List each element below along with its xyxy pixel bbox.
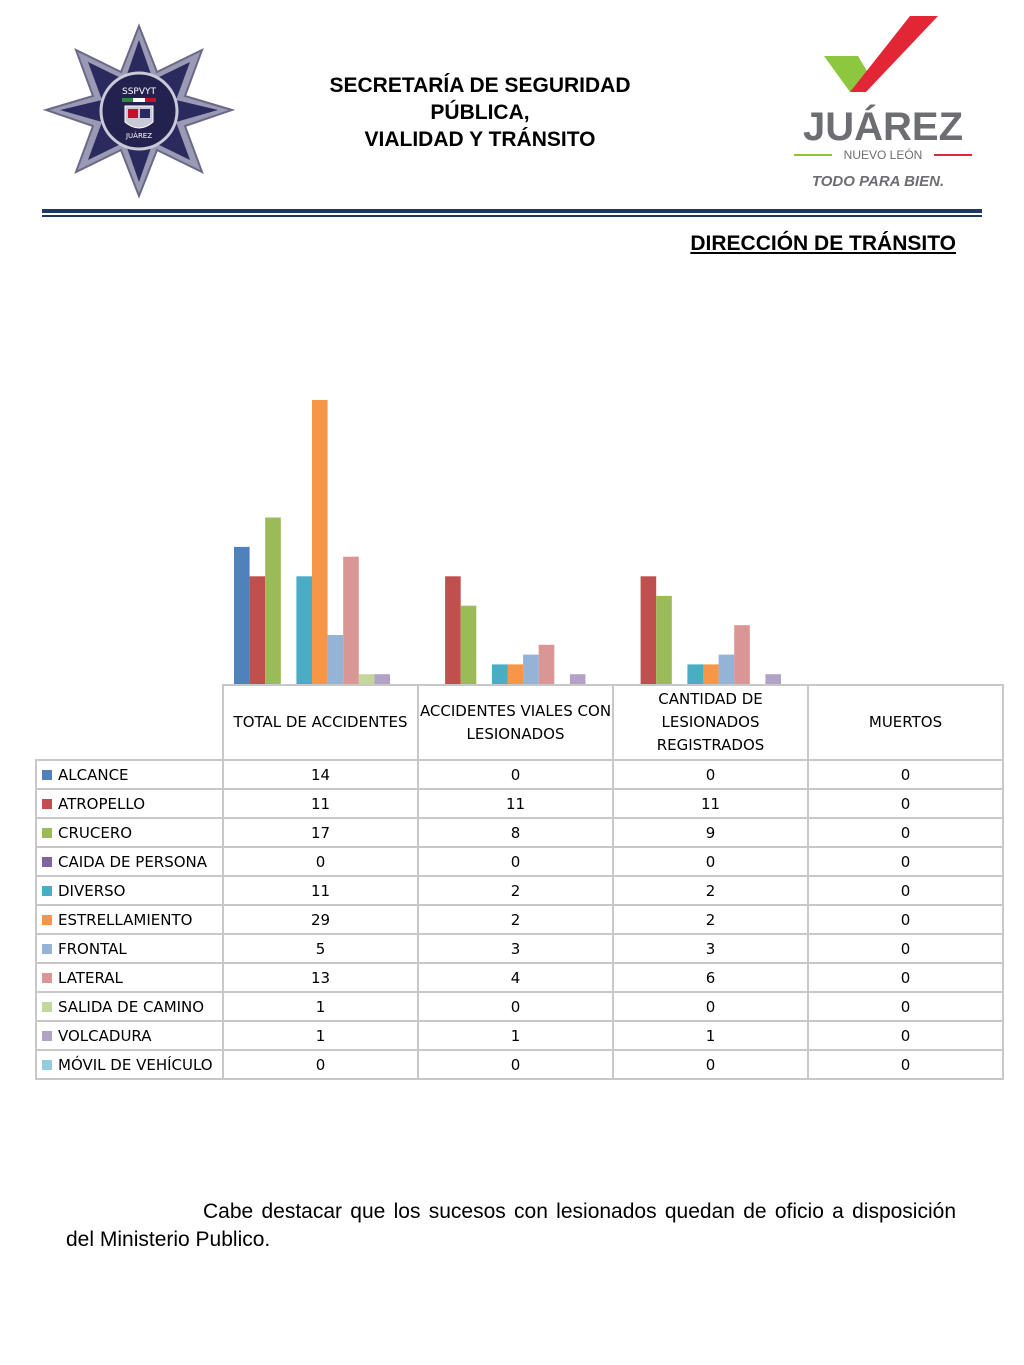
- data-label: 1: [418, 1021, 613, 1050]
- bar-9-0: [374, 674, 390, 684]
- badge-text-top: SSPVYT: [121, 87, 157, 97]
- bar-1-2: [641, 576, 657, 684]
- legend-swatch: [42, 857, 52, 867]
- data-label: 0: [613, 847, 808, 876]
- legend-swatch: [42, 1060, 52, 1070]
- bar-6-0: [328, 635, 344, 684]
- bar-7-1: [539, 645, 555, 684]
- series-label: [36, 1021, 223, 1050]
- data-label: 0: [808, 760, 1003, 789]
- data-label: 0: [808, 963, 1003, 992]
- table-row: [36, 1050, 1003, 1079]
- table-row: [36, 789, 1003, 818]
- table-header-row: [36, 685, 1003, 760]
- data-label: 2: [613, 905, 808, 934]
- series-name: LATERAL: [58, 968, 123, 987]
- column-header: MUERTOS: [808, 685, 1003, 760]
- badge-text-bottom: JUÁREZ: [125, 132, 153, 140]
- data-label: 9: [613, 818, 808, 847]
- bar-2-0: [265, 518, 281, 685]
- data-label: 0: [418, 1050, 613, 1079]
- table-row: [36, 963, 1003, 992]
- data-label: 0: [418, 847, 613, 876]
- table-row: [36, 905, 1003, 934]
- data-label: 0: [613, 760, 808, 789]
- legend-swatch: [42, 886, 52, 896]
- legend-swatch: [42, 973, 52, 983]
- data-label: 8: [418, 818, 613, 847]
- table-row: [36, 876, 1003, 905]
- bar-9-1: [570, 674, 586, 684]
- data-label: 4: [418, 963, 613, 992]
- legend-swatch: [42, 915, 52, 925]
- page-title-line: PÚBLICA,: [430, 101, 530, 124]
- series-label: [36, 934, 223, 963]
- bar-5-2: [703, 664, 719, 684]
- bar-8-0: [359, 674, 375, 684]
- column-header: CANTIDAD DE LESIONADOS REGISTRADOS: [613, 685, 808, 760]
- series-name: CAIDA DE PERSONA: [58, 852, 208, 871]
- bar-5-1: [508, 664, 524, 684]
- data-label: 14: [223, 760, 418, 789]
- table-row: [36, 818, 1003, 847]
- data-label: 13: [223, 963, 418, 992]
- bar-6-1: [523, 655, 539, 684]
- footer-note: Cabe destacar que los sucesos con lesionados quedan de oficio a disposición del Ministerio Publico.: [66, 1200, 956, 1251]
- legend-swatch: [42, 1002, 52, 1012]
- table-row: [36, 847, 1003, 876]
- data-label: 3: [418, 934, 613, 963]
- logo-region: NUEVO LEÓN: [843, 148, 923, 162]
- bar-4-0: [296, 576, 312, 684]
- series-label: [36, 992, 223, 1021]
- data-label: 2: [418, 876, 613, 905]
- column-header: TOTAL DE ACCIDENTES: [223, 685, 418, 760]
- series-name: ESTRELLAMIENTO: [58, 910, 193, 929]
- series-label: [36, 760, 223, 789]
- data-label: 11: [613, 789, 808, 818]
- data-label: 11: [223, 789, 418, 818]
- legend-swatch: [42, 1031, 52, 1041]
- data-label: 0: [223, 1050, 418, 1079]
- series-label: [36, 905, 223, 934]
- bar-4-2: [687, 664, 703, 684]
- data-label: 0: [808, 992, 1003, 1021]
- series-label: [36, 847, 223, 876]
- series-name: VOLCADURA: [58, 1026, 152, 1045]
- page-title-line: VIALIDAD Y TRÁNSITO: [364, 128, 596, 151]
- bar-0-0: [234, 547, 250, 684]
- table-row: [36, 760, 1003, 789]
- series-label: [36, 1050, 223, 1079]
- data-label: 0: [223, 847, 418, 876]
- series-label: [36, 963, 223, 992]
- bar-2-1: [461, 606, 477, 684]
- bar-1-1: [445, 576, 461, 684]
- data-label: 0: [808, 847, 1003, 876]
- series-label: [36, 818, 223, 847]
- bar-9-2: [765, 674, 781, 684]
- bar-5-0: [312, 400, 328, 684]
- bar-1-0: [250, 576, 266, 684]
- data-label: 17: [223, 818, 418, 847]
- series-name: DIVERSO: [58, 881, 126, 900]
- data-label: 3: [613, 934, 808, 963]
- table-row: [36, 1021, 1003, 1050]
- data-label: 0: [808, 934, 1003, 963]
- data-label: 11: [418, 789, 613, 818]
- series-name: ALCANCE: [58, 765, 129, 784]
- data-label: 0: [418, 760, 613, 789]
- bar-7-2: [734, 625, 750, 684]
- data-label: 1: [223, 992, 418, 1021]
- series-name: CRUCERO: [58, 823, 133, 842]
- data-label: 11: [223, 876, 418, 905]
- data-label: 0: [418, 992, 613, 1021]
- table-body: [36, 760, 1003, 1079]
- series-label: [36, 876, 223, 905]
- legend-swatch: [42, 770, 52, 780]
- bar-7-0: [343, 557, 359, 684]
- series-label: [36, 789, 223, 818]
- series-name: MÓVIL DE VEHÍCULO: [58, 1055, 213, 1074]
- data-label: 2: [418, 905, 613, 934]
- data-label: 2: [613, 876, 808, 905]
- data-label: 0: [808, 1050, 1003, 1079]
- data-label: 0: [808, 876, 1003, 905]
- data-label: 29: [223, 905, 418, 934]
- data-label: 0: [613, 1050, 808, 1079]
- series-name: FRONTAL: [58, 939, 127, 958]
- legend-swatch: [42, 828, 52, 838]
- series-name: SALIDA DE CAMINO: [58, 997, 205, 1016]
- table-row: [36, 934, 1003, 963]
- column-header: ACCIDENTES VIALES CON LESIONADOS: [418, 685, 613, 760]
- data-label: 0: [808, 905, 1003, 934]
- legend-swatch: [42, 944, 52, 954]
- data-label: 5: [223, 934, 418, 963]
- table-row: [36, 992, 1003, 1021]
- page-title-line: SECRETARÍA DE SEGURIDAD: [329, 74, 631, 97]
- data-label: 1: [613, 1021, 808, 1050]
- legend-swatch: [42, 799, 52, 809]
- data-label: 0: [613, 992, 808, 1021]
- bar-4-1: [492, 664, 508, 684]
- logo-slogan: TODO PARA BIEN.: [811, 173, 945, 190]
- bar-6-2: [719, 655, 735, 684]
- section-subtitle: DIRECCIÓN DE TRÁNSITO: [690, 232, 956, 255]
- bar-2-2: [656, 596, 672, 684]
- data-label: 1: [223, 1021, 418, 1050]
- table-corner: [36, 685, 223, 760]
- data-label: 0: [808, 1021, 1003, 1050]
- data-label: 0: [808, 818, 1003, 847]
- series-name: ATROPELLO: [58, 794, 145, 813]
- chart-data-table: [35, 684, 1004, 1080]
- logo-name: JUÁREZ: [802, 105, 964, 149]
- data-label: 6: [613, 963, 808, 992]
- data-label: 0: [808, 789, 1003, 818]
